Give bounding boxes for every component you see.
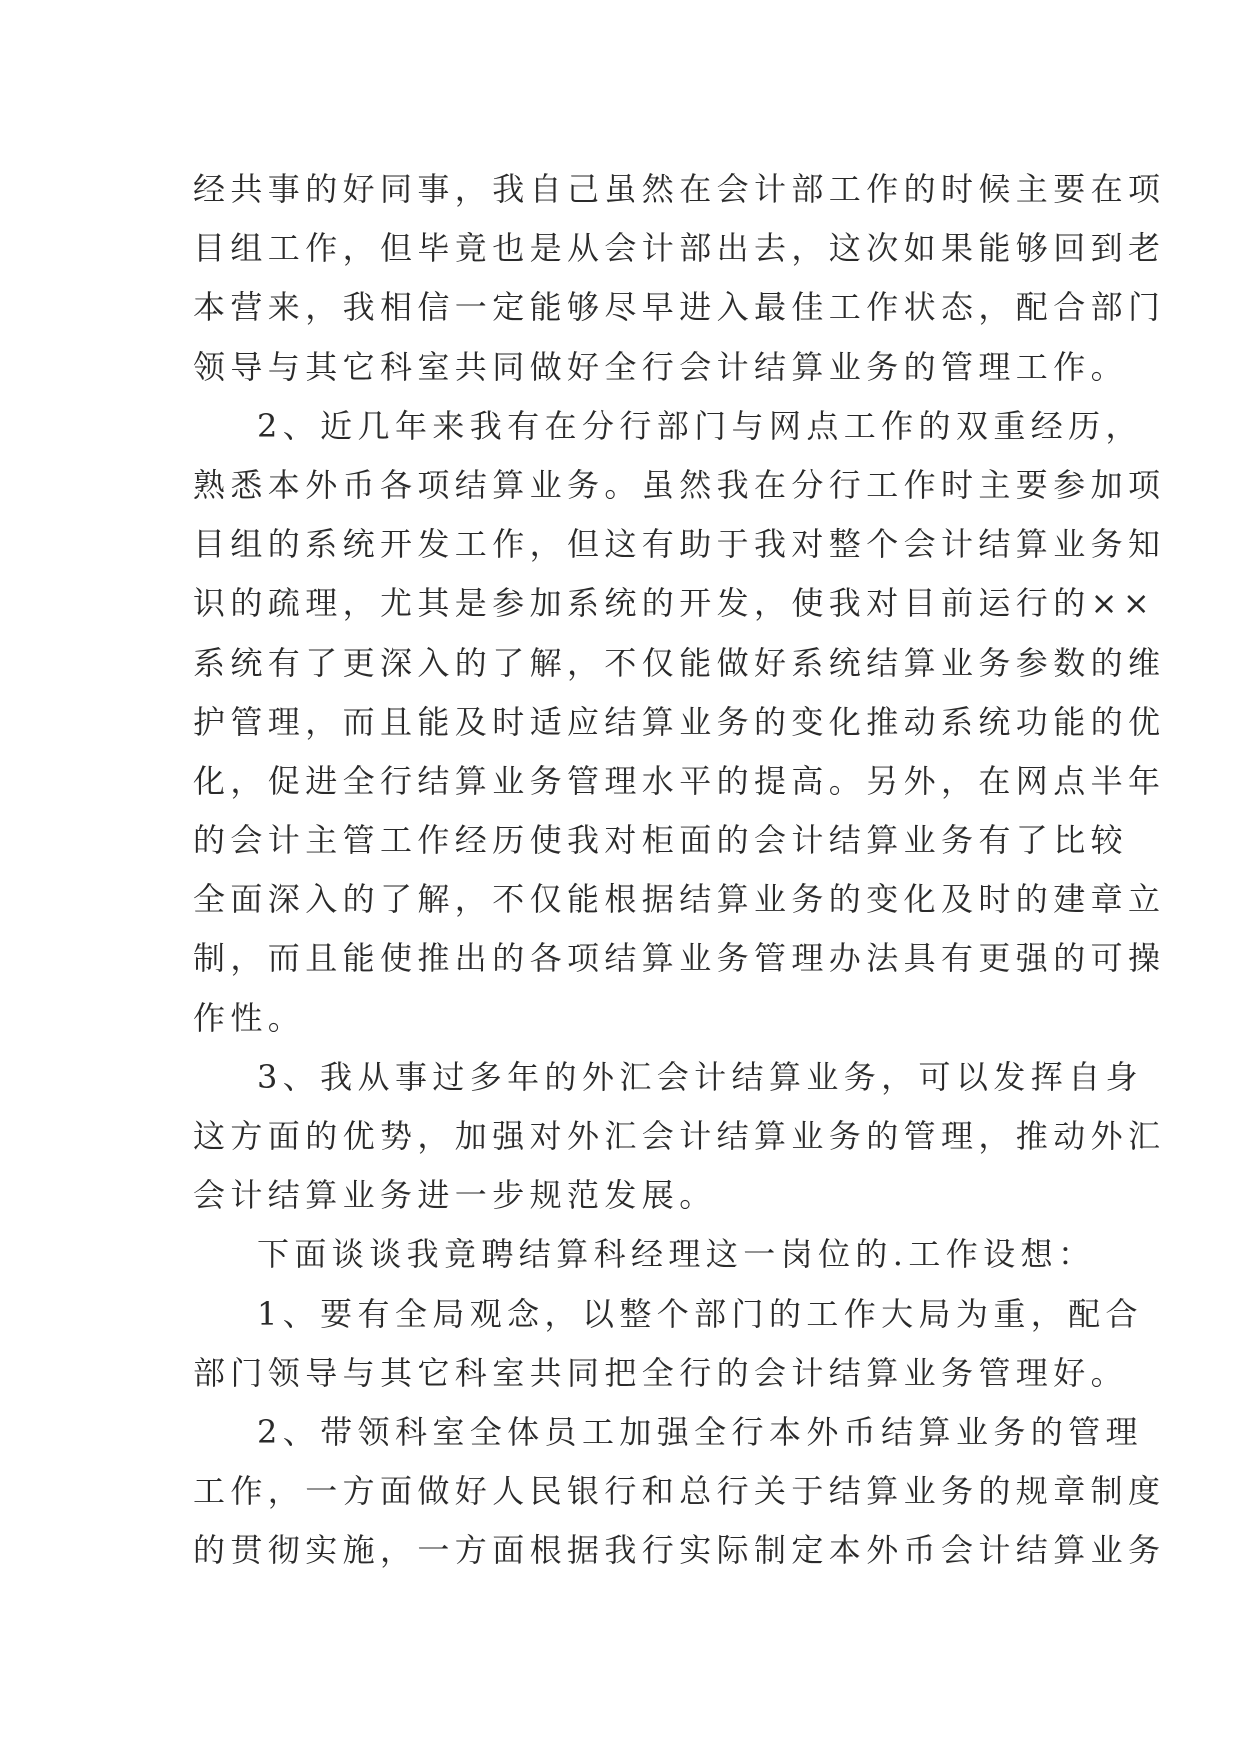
text-line: 2、近几年来我有在分行部门与网点工作的双重经历，	[257, 406, 1143, 445]
document-body	[193, 160, 1166, 1581]
text-line: 会计结算业务进一步规范发展。	[193, 1176, 717, 1215]
text-line: 的会计主管工作经历使我对柜面的会计结算业务有了比较	[193, 821, 1129, 860]
text-line: 系统有了更深入的了解，不仅能做好系统结算业务参数的维	[193, 643, 1166, 682]
text-line: 这方面的优势，加强对外汇会计结算业务的管理，推动外汇	[193, 1117, 1166, 1155]
text-line: 3、我从事过多年的外汇会计结算业务，可以发挥自身	[257, 1057, 1143, 1096]
text-line: 护管理，而且能及时适应结算业务的变化推动系统功能的优	[193, 702, 1166, 741]
text-line: 部门领导与其它科室共同把全行的会计结算业务管理好。	[193, 1353, 1129, 1392]
text-line: 识的疏理，尤其是参加系统的开发，使我对目前运行的××	[193, 584, 1156, 623]
paragraph	[193, 397, 1166, 1048]
text-line: 领导与其它科室共同做好全行会计结算业务的管理工作。	[193, 347, 1129, 386]
text-line: 工作，一方面做好人民银行和总行关于结算业务的规章制度	[193, 1472, 1166, 1511]
text-line: 作性。	[193, 998, 306, 1037]
paragraph	[193, 1285, 1143, 1403]
text-line: 的贯彻实施，一方面根据我行实际制定本外币会计结算业务	[193, 1531, 1166, 1570]
paragraph	[193, 160, 1166, 397]
text-line: 化，促进全行结算业务管理水平的提高。另外，在网点半年	[193, 761, 1166, 800]
text-line: 熟悉本外币各项结算业务。虽然我在分行工作时主要参加项	[193, 465, 1166, 504]
text-line: 1、要有全局观念，以整个部门的工作大局为重，配合	[257, 1294, 1143, 1333]
text-line: 目组的系统开发工作，但这有助于我对整个会计结算业务知	[193, 525, 1166, 564]
text-line: 全面深入的了解，不仅能根据结算业务的变化及时的建章立	[193, 880, 1166, 919]
text-line: 2、带领科室全体员工加强全行本外币结算业务的管理	[257, 1412, 1143, 1451]
text-line: 目组工作，但毕竟也是从会计部出去，这次如果能够回到老	[193, 229, 1166, 268]
text-line: 制，而且能使推出的各项结算业务管理办法具有更强的可操	[193, 939, 1166, 978]
text-line: 下面谈谈我竟聘结算科经理这一岗位的.工作设想：	[257, 1235, 1096, 1274]
paragraph	[193, 1225, 1096, 1284]
text-line: 经共事的好同事，我自己虽然在会计部工作的时候主要在项	[193, 170, 1166, 208]
text-line: 本营来，我相信一定能够尽早进入最佳工作状态，配合部门	[193, 288, 1166, 327]
paragraph	[193, 1048, 1166, 1226]
paragraph	[193, 1403, 1166, 1581]
